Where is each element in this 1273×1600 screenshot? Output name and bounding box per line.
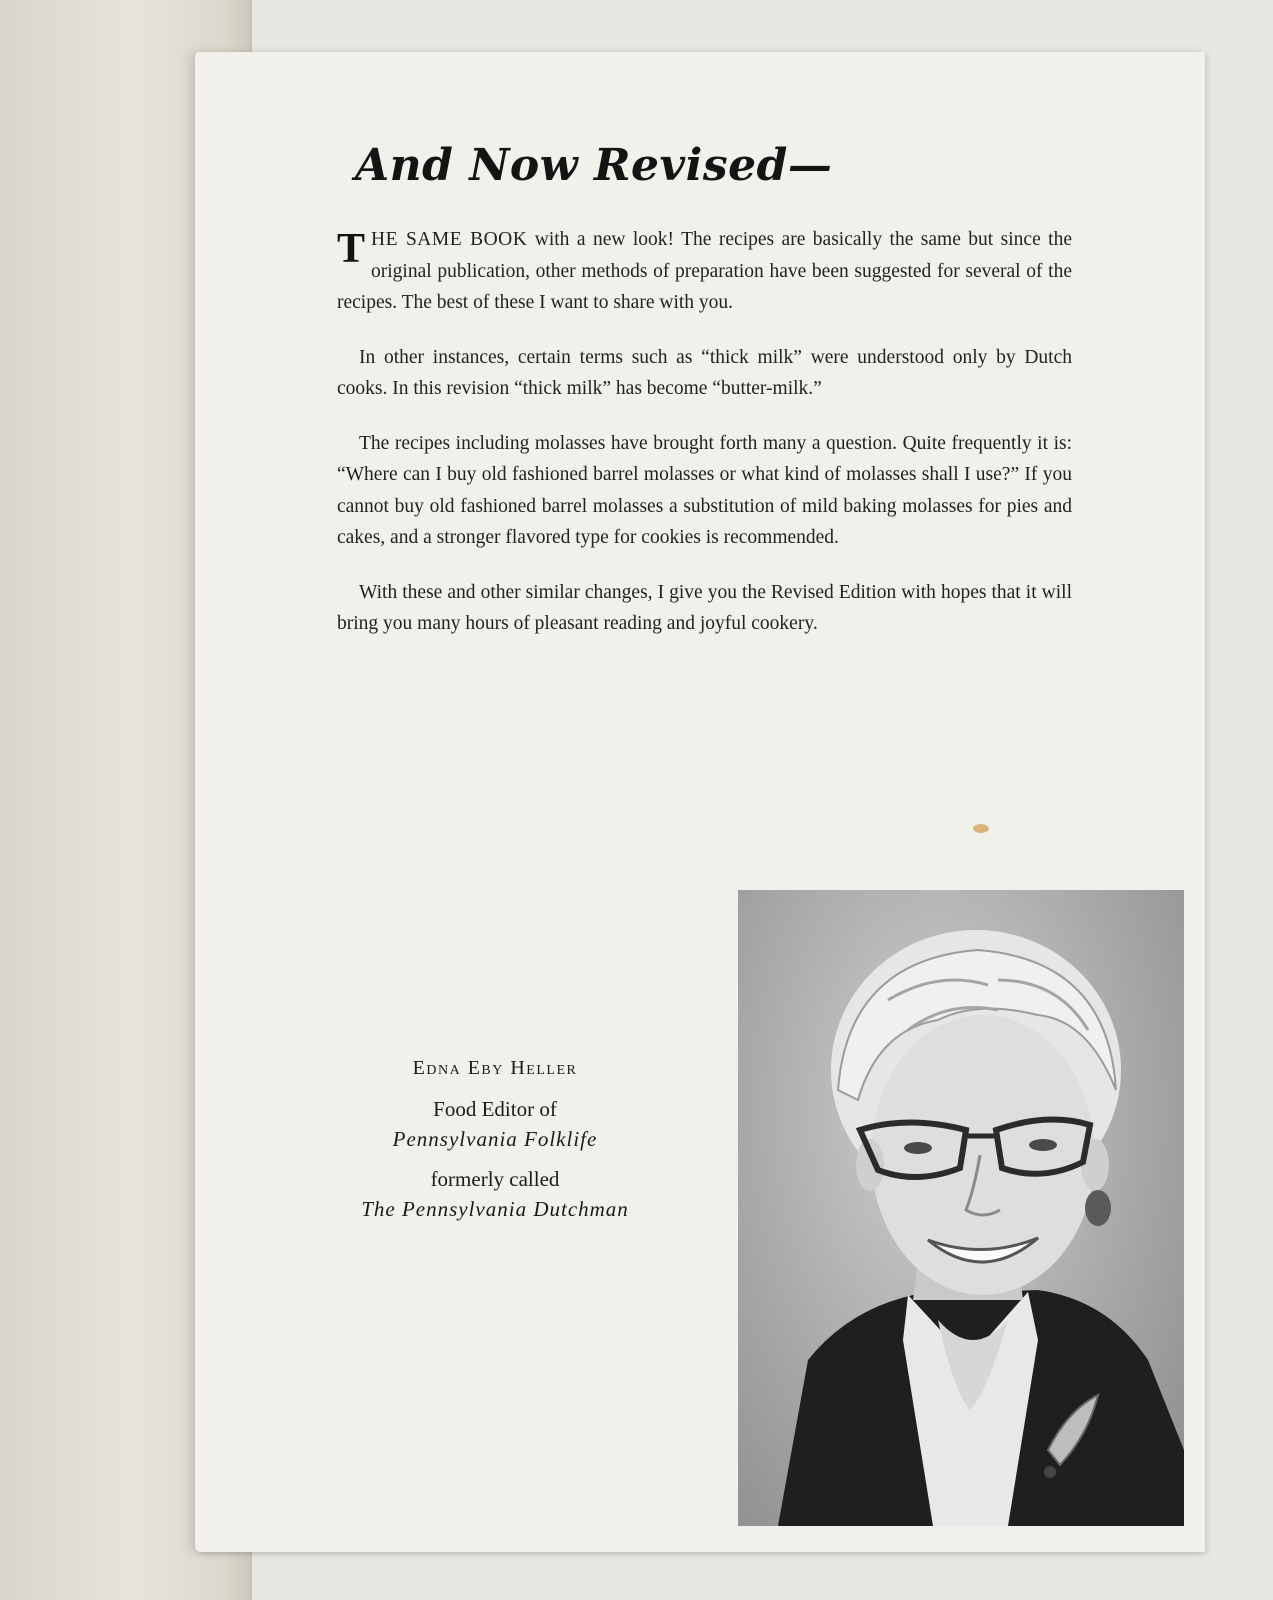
publication-name: Pennsylvania Folklife: [392, 1127, 598, 1151]
author-credit: [335, 1057, 655, 1234]
lead-in: HE SAME BOOK: [371, 229, 528, 250]
former-publication: The Pennsylvania Dutchman: [361, 1197, 629, 1221]
paragraph-2: In other instances, certain terms such as “thick milk” were understood only by Dutch cooks. In this revision “thick milk” has become “butter-milk.”: [337, 346, 1072, 399]
body-text: [337, 224, 1072, 663]
former-label: formerly called: [430, 1167, 560, 1191]
portrait-illustration: [738, 890, 1184, 1526]
author-name: Edna Eby Heller: [412, 1057, 578, 1079]
author-role: Food Editor of: [433, 1097, 557, 1121]
portrait-photo: [738, 890, 1184, 1526]
paragraph-4: With these and other similar changes, I give you the Revised Edition with hopes that it will bring you many hours of pleasant reading and joyful cookery.: [337, 581, 1072, 634]
paragraph-1: [337, 224, 1072, 319]
paragraph-1-text: with a new look! The recipes are basically the same but since the original publication, other methods of preparation have been suggested for several of the recipes. The best of these I want to share with you.: [337, 229, 1072, 313]
book-page: [195, 52, 1205, 1552]
paragraph-3: The recipes including molasses have brought forth many a question. Quite frequently it is: “Where can I buy old fashioned barrel molasses or what kind of molasses shall I use?” If you cannot buy old fashioned barrel molasses a substitution of mild baking molasses for pies and cakes, and a stronger flavored type for cookies is recommended.: [337, 432, 1072, 548]
page-title: And Now Revised—: [355, 140, 833, 191]
drop-cap: T: [337, 226, 366, 272]
paper-stain: [973, 824, 989, 833]
